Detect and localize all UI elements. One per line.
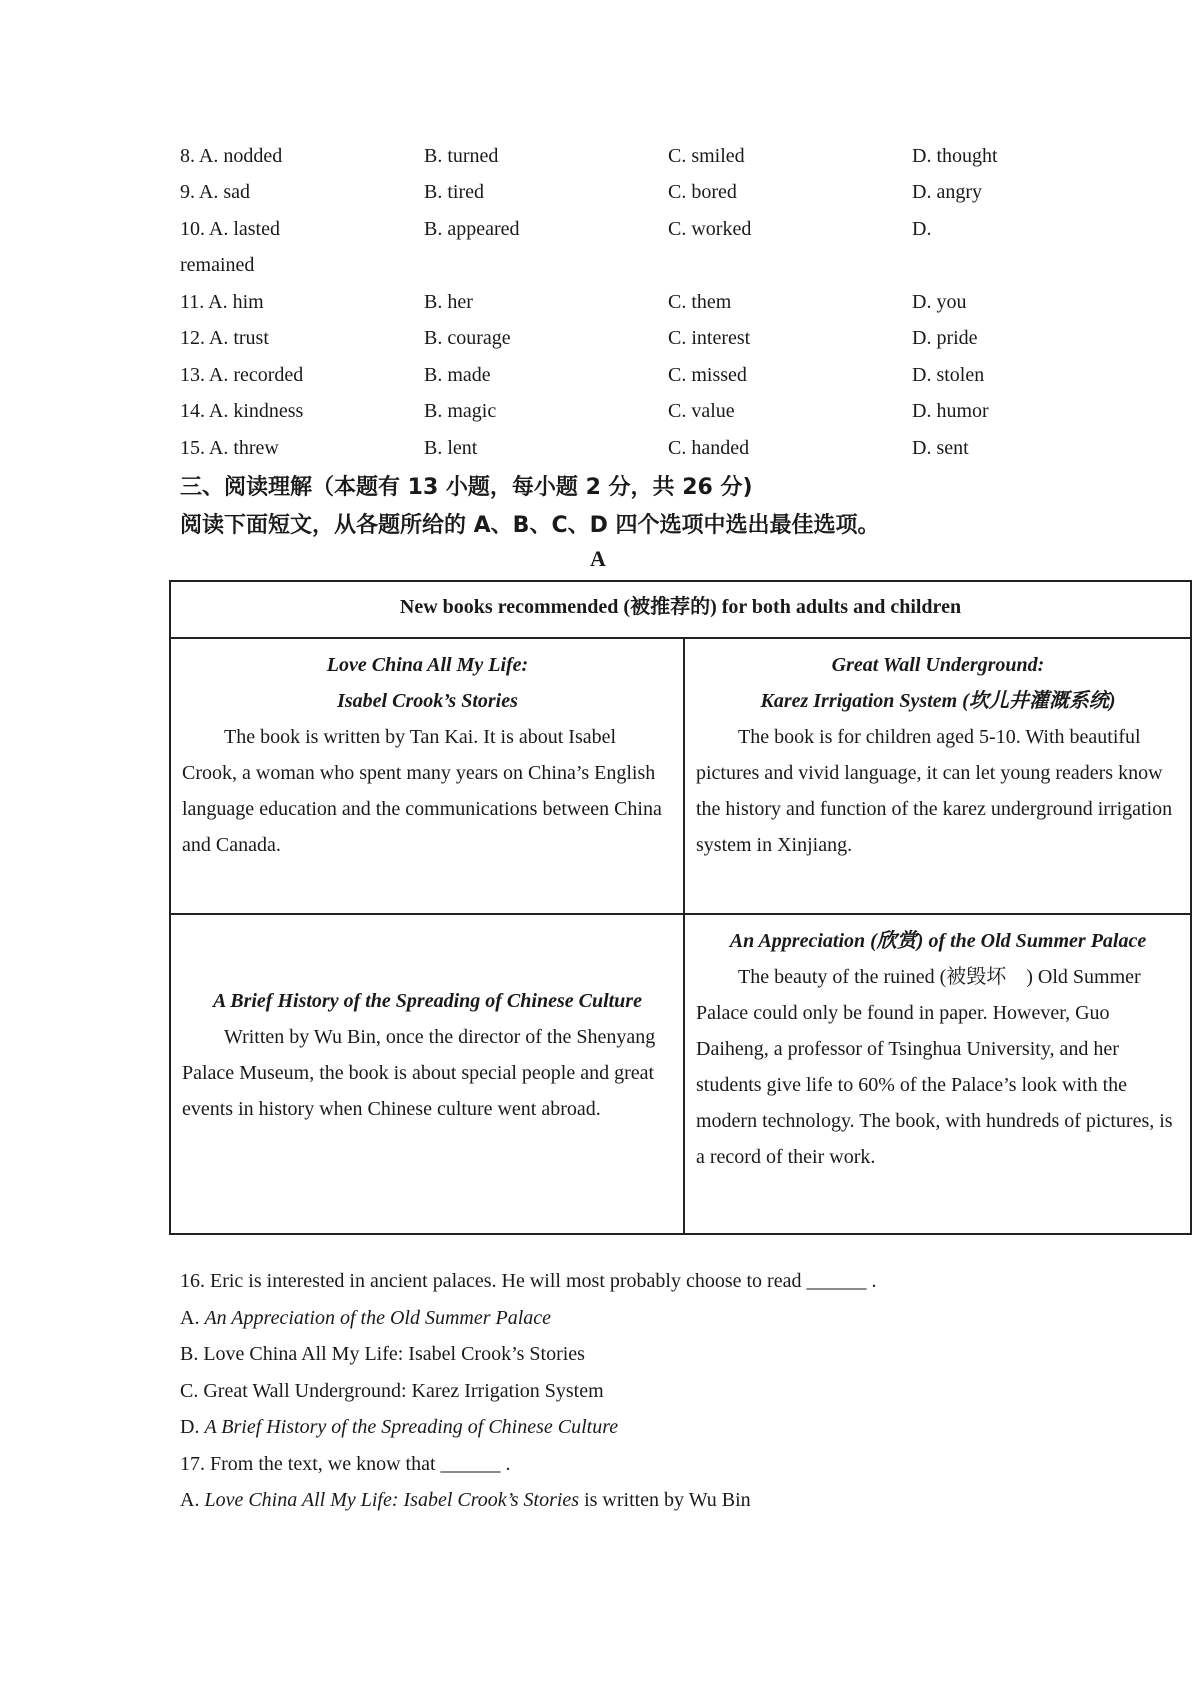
option-d: D. sent: [912, 437, 969, 459]
option-a: 8. A. nodded: [180, 145, 283, 167]
option-row: [180, 323, 1040, 353]
option-b: B. tired: [424, 181, 484, 203]
option-d: D.: [912, 218, 932, 240]
question-16-option-b: B. Love China All My Life: Isabel Crook’s Stories: [180, 1343, 585, 1365]
book-title: An Appreciation (欣赏) of the Old Summer Palace: [729, 930, 1147, 952]
option-a: 12. A. trust: [180, 327, 269, 349]
option-row: [180, 177, 1040, 207]
option-c: C. worked: [668, 218, 752, 240]
option-d: D. angry: [912, 181, 982, 203]
option-text: is written by Wu Bin: [579, 1489, 751, 1511]
option-a: 11. A. him: [180, 291, 264, 313]
question-16-option-a: [180, 1303, 551, 1333]
option-letter: A.: [180, 1489, 205, 1511]
question-16-option-d: [180, 1412, 618, 1442]
book-title: A Brief History of the Spreading of Chinese Culture: [204, 1416, 619, 1438]
option-row: [180, 287, 1040, 317]
option-b: B. her: [424, 291, 473, 313]
option-letter: A.: [180, 1307, 205, 1329]
option-c: C. handed: [668, 437, 750, 459]
book-description: Written by Wu Bin, once the director of the Shenyang Palace Museum, the book is about special people and great events in history when Chinese culture went abroad.: [182, 1026, 656, 1120]
option-letter: D.: [180, 1416, 205, 1438]
option-a: 15. A. threw: [180, 437, 279, 459]
option-row: [180, 141, 1040, 171]
option-row: [180, 433, 1040, 463]
book-title: Isabel Crook’s Stories: [337, 690, 518, 712]
question-16-option-c: C. Great Wall Underground: Karez Irrigation System: [180, 1380, 604, 1402]
option-continuation: remained: [180, 254, 255, 276]
option-d: D. thought: [912, 145, 998, 167]
option-row: [180, 214, 1040, 244]
option-c: C. them: [668, 291, 732, 313]
option-a: 9. A. sad: [180, 181, 250, 203]
option-d: D. stolen: [912, 364, 985, 386]
option-b: B. made: [424, 364, 491, 386]
book-cell: [684, 914, 1191, 1234]
books-table: [169, 580, 1192, 1235]
question-16: 16. Eric is interested in ancient palaces. He will most probably choose to read ______ .: [180, 1270, 877, 1292]
book-title: Karez Irrigation System (坎儿井灌溉系统): [760, 690, 1116, 712]
question-17: 17. From the text, we know that ______ .: [180, 1453, 511, 1475]
option-b: B. magic: [424, 400, 497, 422]
option-c: C. interest: [668, 327, 751, 349]
book-title: An Appreciation of the Old Summer Palace: [204, 1307, 552, 1329]
book-title: Love China All My Life: Isabel Crook’s Stories: [204, 1489, 580, 1511]
option-a: 13. A. recorded: [180, 364, 304, 386]
option-a: 10. A. lasted: [180, 218, 280, 240]
option-d: D. humor: [912, 400, 989, 422]
book-cell: [684, 638, 1191, 914]
option-c: C. smiled: [668, 145, 745, 167]
question-17-option-a: [180, 1485, 751, 1515]
section-instruction: 阅读下面短文，从各题所给的 A、B、C、D 四个选项中选出最佳选项。: [180, 513, 880, 538]
option-b: B. appeared: [424, 218, 520, 240]
option-d: D. you: [912, 291, 967, 313]
book-title: Great Wall Underground:: [831, 654, 1045, 676]
book-description: The book is written by Tan Kai. It is about Isabel Crook, a woman who spent many years on China’s English language education and the communications between China and Canada.: [182, 726, 662, 856]
option-c: C. value: [668, 400, 735, 422]
book-title: A Brief History of the Spreading of Chinese Culture: [213, 990, 642, 1012]
option-b: B. lent: [424, 437, 478, 459]
book-description: The book is for children aged 5-10. With beautiful pictures and vivid language, it can let young readers know the history and function of the karez underground irrigation system in Xinjiang.: [696, 726, 1173, 856]
section-heading: 三、阅读理解（本题有 13 小题，每小题 2 分，共 26 分): [180, 475, 753, 500]
option-d: D. pride: [912, 327, 978, 349]
option-a: 14. A. kindness: [180, 400, 304, 422]
option-c: C. bored: [668, 181, 737, 203]
option-row: [180, 250, 1040, 280]
book-cell: [170, 638, 684, 914]
table-header: New books recommended (被推荐的) for both adults and children: [170, 581, 1191, 638]
option-row: [180, 396, 1040, 426]
option-b: B. courage: [424, 327, 511, 349]
option-row: [180, 360, 1040, 390]
passage-label: A: [590, 546, 606, 571]
option-c: C. missed: [668, 364, 747, 386]
option-b: B. turned: [424, 145, 499, 167]
book-cell: [170, 914, 684, 1234]
book-title: Love China All My Life:: [326, 654, 529, 676]
book-description: The beauty of the ruined (被毁坏 ) Old Summer Palace could only be found in paper. However, Guo Daiheng, a professor of Tsinghua University, and her students give life to 60% of the Palace’s look with the modern technology. The book, with hundreds of pictures, is a record of their work.: [696, 966, 1173, 1168]
